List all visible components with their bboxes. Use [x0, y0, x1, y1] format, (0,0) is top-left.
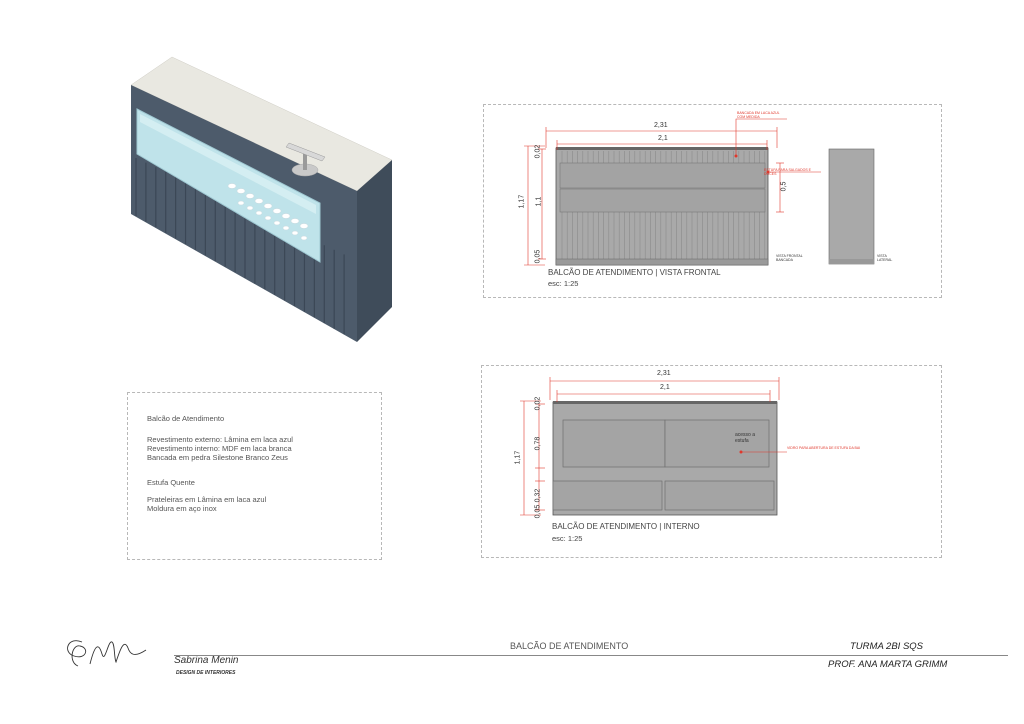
spec-line: Prateleiras em Lâmina em laca azul [147, 495, 267, 504]
internal-dim-inner: 2,1 [660, 384, 670, 391]
drawing-title: BALCÃO DE ATENDIMENTO [510, 641, 629, 651]
side-label: VISTA LATERAL [877, 254, 893, 262]
front-note-top: BANCADA EM LACA AZUL COM MEDIDA [737, 111, 780, 119]
spec-line: Bancada em pedra Silestone Branco Zeus [147, 453, 288, 462]
spec-line: Revestimento externo: Lâmina em laca azul [147, 435, 293, 444]
spec-subtitle: Estufa Quente [147, 478, 195, 487]
professor-label: PROF. ANA MARTA GRIMM [828, 659, 948, 670]
title-block-divider [174, 655, 1008, 656]
designer-name: Sabrina Menin [174, 655, 239, 666]
internal-caption: BALCÃO DE ATENDIMENTO | INTERNO [552, 522, 700, 531]
front-caption: BALCÃO DE ATENDIMENTO | VISTA FRONTAL [548, 268, 721, 277]
front-dim-door: 0,5 [780, 181, 788, 192]
designer-role: DESIGN DE INTERIORES [176, 670, 236, 676]
class-label: TURMA 2BI SQS [850, 641, 924, 652]
internal-dim-height: 1,17 [514, 450, 522, 465]
front-dim-inner: 2,1 [658, 135, 668, 142]
front-dim-base: 0,05 [534, 249, 542, 264]
access-label: acesso a estufa [735, 432, 756, 444]
spec-line: Moldura em aço inox [147, 504, 217, 513]
front-dim-height: 1,17 [518, 194, 526, 209]
spec-line: Revestimento interno: MDF em laca branca [147, 444, 292, 453]
internal-scale: esc: 1:25 [552, 534, 583, 543]
front-scale: esc: 1:25 [548, 279, 579, 288]
internal-dim-low: 0,32 [534, 488, 542, 503]
internal-dim-mid: 0,78 [534, 436, 542, 451]
internal-dim-total: 2,31 [657, 370, 671, 377]
internal-note: VIDRO PARA ABERTURA DE ESTUFA DA BAI [787, 446, 861, 450]
front-dim-mid: 1,1 [535, 196, 543, 207]
spec-title: Balcão de Atendimento [147, 414, 225, 423]
internal-dim-top: 0,02 [534, 396, 542, 411]
signature-logo [60, 628, 150, 672]
front-dim-top: 0,02 [534, 144, 542, 159]
front-dim-total: 2,31 [654, 122, 668, 129]
front-label: VISTA FRONTAL BANCADA [776, 254, 803, 262]
front-note-mid: ESTUFA PARA SALGADOS E DOCES [764, 168, 812, 176]
internal-dim-base: 0,05 [534, 504, 542, 519]
